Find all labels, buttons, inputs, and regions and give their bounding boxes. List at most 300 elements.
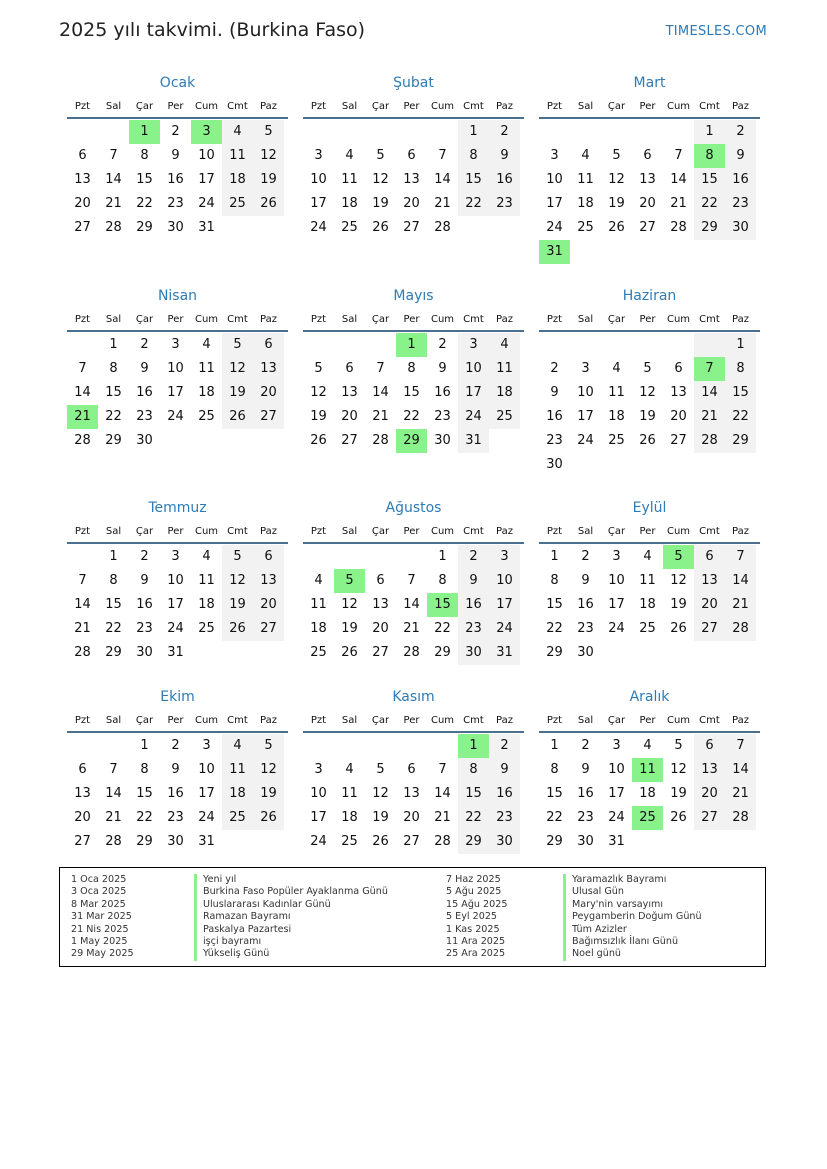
day-cell: 25: [222, 192, 253, 216]
day-cell: 18: [310, 621, 327, 636]
holiday-day-cell: 31: [539, 240, 570, 264]
day-cell: 4: [314, 573, 323, 588]
day-cell: 15: [105, 597, 122, 612]
day-cell: 20: [639, 196, 656, 211]
day-cell: 14: [74, 597, 91, 612]
weekday-label: Cmt: [463, 715, 484, 726]
day-cell: 19: [372, 810, 389, 825]
weekday-label: Pzt: [74, 715, 91, 726]
day-cell: 25: [577, 220, 594, 235]
day-cell: 27: [670, 433, 687, 448]
day-cell: 19: [670, 786, 687, 801]
day-cell: 9: [581, 573, 590, 588]
holiday-day-cell: 1: [396, 333, 427, 357]
day-cell: 25: [341, 834, 358, 849]
day-cell: 3: [550, 148, 559, 163]
day-grid: [67, 119, 288, 240]
weekday-label: Paz: [260, 314, 277, 325]
day-cell: 28: [725, 806, 756, 830]
day-cell: 4: [202, 549, 211, 564]
day-cell: 7: [674, 148, 683, 163]
empty-day-cell: [334, 545, 365, 569]
day-cell: 11: [222, 758, 253, 782]
day-cell: 27: [74, 834, 91, 849]
day-cell: 4: [581, 148, 590, 163]
day-cell: 19: [372, 196, 389, 211]
day-cell: 7: [78, 361, 87, 376]
day-cell: 1: [725, 333, 756, 357]
day-grid: [303, 733, 524, 854]
month-name: Ağustos: [385, 500, 442, 516]
day-cell: 20: [694, 593, 725, 617]
day-cell: 9: [458, 569, 489, 593]
weekday-label: Cum: [666, 101, 691, 112]
holiday-date: 31 Mar 2025: [71, 911, 132, 923]
day-cell: 14: [694, 381, 725, 405]
day-cell: 12: [372, 786, 389, 801]
day-cell: 10: [198, 148, 215, 163]
day-cell: 24: [489, 617, 520, 641]
page-title: 2025 yılı takvimi. (Burkina Faso): [59, 19, 366, 41]
day-cell: 21: [403, 621, 420, 636]
weekday-label: Çar: [607, 526, 626, 537]
day-cell: 18: [198, 597, 215, 612]
empty-day-cell: [694, 333, 725, 357]
weekday-label: Cmt: [699, 314, 720, 325]
day-cell: 10: [577, 385, 594, 400]
day-cell: 24: [546, 220, 563, 235]
month-name: Kasım: [392, 689, 435, 705]
day-cell: 1: [550, 549, 559, 564]
day-cell: 17: [310, 196, 327, 211]
weekday-label: Cmt: [227, 101, 248, 112]
holiday-day-cell: 1: [458, 734, 489, 758]
weekday-label: Paz: [496, 101, 513, 112]
day-cell: 14: [403, 597, 420, 612]
day-cell: 7: [109, 762, 118, 777]
day-cell: 16: [546, 409, 563, 424]
day-cell: 9: [725, 144, 756, 168]
empty-day-cell: [632, 333, 663, 357]
weekday-label: Paz: [260, 101, 277, 112]
holiday-day-cell: 11: [632, 758, 663, 782]
day-cell: 22: [546, 810, 563, 825]
day-cell: 11: [639, 573, 656, 588]
day-cell: 29: [136, 220, 153, 235]
empty-day-cell: [365, 545, 396, 569]
empty-day-cell: [396, 734, 427, 758]
day-cell: 10: [489, 569, 520, 593]
day-cell: 31: [608, 834, 625, 849]
day-cell: 17: [198, 786, 215, 801]
day-cell: 22: [403, 409, 420, 424]
day-cell: 11: [198, 573, 215, 588]
empty-day-cell: [365, 734, 396, 758]
day-cell: 9: [140, 573, 149, 588]
day-cell: 3: [314, 148, 323, 163]
day-cell: 23: [167, 810, 184, 825]
day-cell: 19: [222, 381, 253, 405]
day-cell: 9: [438, 361, 447, 376]
day-cell: 8: [438, 573, 447, 588]
month-name: Haziran: [622, 288, 677, 304]
day-cell: 2: [438, 337, 447, 352]
day-cell: 15: [546, 597, 563, 612]
day-cell: 13: [670, 385, 687, 400]
day-cell: 20: [670, 409, 687, 424]
day-cell: 2: [140, 337, 149, 352]
weekday-label: Pzt: [310, 314, 327, 325]
day-cell: 29: [546, 834, 563, 849]
day-cell: 28: [434, 834, 451, 849]
weekday-label: Çar: [607, 314, 626, 325]
month-1: [67, 71, 288, 240]
day-cell: 5: [253, 120, 284, 144]
day-cell: 23: [458, 617, 489, 641]
day-cell: 31: [198, 834, 215, 849]
weekday-header: [67, 95, 288, 119]
day-cell: 2: [581, 738, 590, 753]
day-cell: 8: [550, 573, 559, 588]
holiday-name: Paskalya Pazartesi: [194, 924, 388, 936]
day-cell: 31: [198, 220, 215, 235]
day-cell: 13: [74, 786, 91, 801]
day-cell: 19: [253, 782, 284, 806]
day-cell: 11: [310, 597, 327, 612]
day-cell: 23: [577, 621, 594, 636]
day-cell: 18: [341, 196, 358, 211]
day-cell: 7: [109, 148, 118, 163]
day-cell: 30: [167, 834, 184, 849]
day-cell: 27: [253, 617, 284, 641]
day-cell: 25: [639, 621, 656, 636]
day-cell: 12: [608, 172, 625, 187]
day-cell: 27: [694, 617, 725, 641]
weekday-label: Sal: [105, 526, 122, 537]
day-cell: 21: [694, 405, 725, 429]
day-cell: 6: [253, 545, 284, 569]
day-cell: 19: [608, 196, 625, 211]
weekday-label: Paz: [496, 715, 513, 726]
weekday-label: Çar: [607, 715, 626, 726]
empty-day-cell: [67, 120, 98, 144]
day-cell: 2: [171, 124, 180, 139]
holiday-day-cell: 25: [632, 806, 663, 830]
day-cell: 5: [222, 333, 253, 357]
day-cell: 23: [546, 433, 563, 448]
day-cell: 20: [403, 196, 420, 211]
day-cell: 16: [167, 172, 184, 187]
month-name: Mart: [633, 75, 666, 91]
weekday-label: Cmt: [227, 314, 248, 325]
weekday-label: Pzt: [74, 314, 91, 325]
day-cell: 29: [725, 429, 756, 453]
day-cell: 3: [612, 738, 621, 753]
weekday-label: Per: [403, 526, 420, 537]
empty-day-cell: [303, 120, 334, 144]
day-cell: 27: [341, 433, 358, 448]
empty-day-cell: [334, 120, 365, 144]
weekday-label: Paz: [260, 715, 277, 726]
day-cell: 6: [674, 361, 683, 376]
day-cell: 8: [725, 357, 756, 381]
day-cell: 23: [136, 621, 153, 636]
day-cell: 15: [136, 786, 153, 801]
day-cell: 31: [489, 641, 520, 665]
holiday-day-cell: 21: [67, 405, 98, 429]
day-cell: 29: [105, 433, 122, 448]
day-grid: [539, 119, 760, 264]
day-cell: 11: [222, 144, 253, 168]
weekday-label: Per: [403, 314, 420, 325]
empty-day-cell: [67, 333, 98, 357]
weekday-label: Pzt: [546, 101, 563, 112]
day-cell: 10: [198, 762, 215, 777]
day-cell: 20: [403, 810, 420, 825]
weekday-header: [539, 709, 760, 733]
day-cell: 31: [458, 429, 489, 453]
day-cell: 3: [458, 333, 489, 357]
weekday-label: Çar: [135, 526, 154, 537]
month-name: Eylül: [632, 500, 667, 516]
day-cell: 12: [670, 762, 687, 777]
day-cell: 9: [550, 385, 559, 400]
holiday-date: 5 Eyl 2025: [446, 911, 498, 923]
weekday-label: Paz: [732, 715, 749, 726]
weekday-label: Cmt: [699, 715, 720, 726]
day-cell: 26: [670, 621, 687, 636]
day-cell: 10: [608, 762, 625, 777]
empty-day-cell: [601, 120, 632, 144]
day-cell: 6: [694, 734, 725, 758]
day-cell: 7: [725, 545, 756, 569]
weekday-label: Paz: [260, 526, 277, 537]
empty-day-cell: [303, 333, 334, 357]
empty-day-cell: [67, 734, 98, 758]
day-cell: 9: [581, 762, 590, 777]
weekday-label: Pzt: [74, 101, 91, 112]
day-cell: 1: [458, 120, 489, 144]
empty-day-cell: [427, 120, 458, 144]
day-cell: 21: [74, 621, 91, 636]
day-cell: 6: [253, 333, 284, 357]
day-cell: 26: [222, 405, 253, 429]
day-cell: 21: [434, 810, 451, 825]
month-7: [67, 496, 288, 665]
day-cell: 22: [694, 192, 725, 216]
day-cell: 30: [434, 433, 451, 448]
day-cell: 26: [310, 433, 327, 448]
holiday-name: işçi bayramı: [194, 936, 388, 948]
day-cell: 13: [253, 357, 284, 381]
day-cell: 9: [140, 361, 149, 376]
weekday-label: Çar: [135, 715, 154, 726]
day-cell: 14: [105, 786, 122, 801]
day-cell: 18: [489, 381, 520, 405]
day-cell: 31: [167, 645, 184, 660]
day-cell: 28: [694, 429, 725, 453]
day-grid: [67, 332, 288, 453]
day-cell: 5: [376, 762, 385, 777]
day-cell: 6: [643, 148, 652, 163]
day-grid: [539, 544, 760, 665]
day-cell: 8: [407, 361, 416, 376]
weekday-header: [67, 709, 288, 733]
holiday-dates-right: [446, 874, 507, 961]
day-cell: 6: [376, 573, 385, 588]
weekday-label: Per: [639, 101, 656, 112]
day-cell: 12: [670, 573, 687, 588]
day-cell: 3: [581, 361, 590, 376]
weekday-label: Sal: [341, 314, 358, 325]
weekday-label: Cum: [430, 314, 455, 325]
month-name: Ekim: [160, 689, 195, 705]
day-cell: 5: [612, 148, 621, 163]
day-cell: 8: [458, 144, 489, 168]
day-cell: 22: [105, 621, 122, 636]
day-cell: 30: [136, 433, 153, 448]
day-cell: 13: [694, 569, 725, 593]
day-cell: 8: [458, 758, 489, 782]
brand-link[interactable]: TIMESLES.COM: [665, 24, 767, 39]
empty-day-cell: [334, 333, 365, 357]
day-cell: 25: [341, 220, 358, 235]
day-cell: 22: [546, 621, 563, 636]
day-cell: 28: [725, 617, 756, 641]
holiday-date: 7 Haz 2025: [446, 874, 501, 885]
weekday-label: Çar: [135, 101, 154, 112]
day-grid: [303, 544, 524, 665]
holiday-name: Yeni yıl: [194, 874, 388, 886]
day-cell: 30: [546, 457, 563, 472]
weekday-label: Çar: [135, 314, 154, 325]
weekday-label: Pzt: [310, 526, 327, 537]
weekday-label: Çar: [607, 101, 626, 112]
weekday-label: Per: [167, 715, 184, 726]
weekday-label: Çar: [371, 101, 390, 112]
day-cell: 17: [608, 597, 625, 612]
day-cell: 22: [136, 196, 153, 211]
day-cell: 25: [310, 645, 327, 660]
holiday-date: 25 Ara 2025: [446, 948, 506, 960]
weekday-label: Cum: [666, 715, 691, 726]
day-cell: 1: [438, 549, 447, 564]
day-cell: 26: [372, 220, 389, 235]
day-grid: [303, 119, 524, 240]
day-cell: 24: [167, 409, 184, 424]
day-cell: 21: [372, 409, 389, 424]
day-cell: 14: [725, 569, 756, 593]
month-5: [303, 284, 524, 453]
weekday-header: [67, 520, 288, 544]
day-cell: 24: [608, 621, 625, 636]
day-cell: 17: [167, 385, 184, 400]
weekday-header: [303, 709, 524, 733]
empty-day-cell: [98, 120, 129, 144]
day-cell: 9: [489, 144, 520, 168]
day-grid: [67, 544, 288, 665]
day-cell: 6: [694, 545, 725, 569]
day-cell: 4: [643, 549, 652, 564]
day-cell: 13: [74, 172, 91, 187]
holiday-name: Bağımsızlık İlanı Günü: [563, 936, 702, 948]
day-cell: 20: [694, 782, 725, 806]
weekday-label: Sal: [105, 101, 122, 112]
day-cell: 17: [546, 196, 563, 211]
day-cell: 25: [198, 409, 215, 424]
holiday-name: Tüm Azizler: [563, 924, 702, 936]
day-cell: 15: [458, 168, 489, 192]
day-cell: 26: [253, 192, 284, 216]
weekday-label: Sal: [341, 715, 358, 726]
day-cell: 29: [434, 645, 451, 660]
weekday-label: Cum: [194, 526, 219, 537]
day-cell: 2: [171, 738, 180, 753]
day-cell: 8: [109, 361, 118, 376]
empty-day-cell: [427, 734, 458, 758]
day-grid: [303, 332, 524, 453]
day-cell: 18: [341, 810, 358, 825]
day-cell: 14: [670, 172, 687, 187]
day-cell: 24: [198, 810, 215, 825]
weekday-label: Paz: [732, 101, 749, 112]
holiday-legend: [59, 867, 766, 967]
empty-day-cell: [663, 120, 694, 144]
day-cell: 20: [74, 196, 91, 211]
day-grid: [67, 733, 288, 854]
empty-day-cell: [570, 120, 601, 144]
day-cell: 23: [434, 409, 451, 424]
holiday-name: Yükseliş Günü: [194, 948, 388, 960]
day-cell: 9: [171, 762, 180, 777]
day-cell: 15: [136, 172, 153, 187]
day-cell: 12: [222, 357, 253, 381]
day-cell: 28: [105, 834, 122, 849]
day-cell: 28: [403, 645, 420, 660]
day-cell: 25: [489, 405, 520, 429]
day-cell: 11: [608, 385, 625, 400]
day-cell: 21: [434, 196, 451, 211]
day-cell: 25: [222, 806, 253, 830]
empty-day-cell: [303, 734, 334, 758]
empty-day-cell: [601, 333, 632, 357]
weekday-header: [67, 308, 288, 332]
month-name: Temmuz: [148, 500, 207, 516]
day-cell: 4: [612, 361, 621, 376]
weekday-label: Per: [639, 314, 656, 325]
day-cell: 6: [78, 148, 87, 163]
day-cell: 18: [577, 196, 594, 211]
day-grid: [539, 733, 760, 854]
weekday-header: [303, 95, 524, 119]
day-cell: 15: [725, 381, 756, 405]
day-cell: 24: [310, 834, 327, 849]
day-cell: 14: [372, 385, 389, 400]
holiday-date: 1 Oca 2025: [71, 874, 127, 885]
day-cell: 2: [458, 545, 489, 569]
weekday-label: Cmt: [699, 101, 720, 112]
day-cell: 20: [341, 409, 358, 424]
day-cell: 24: [167, 621, 184, 636]
day-cell: 7: [438, 762, 447, 777]
day-cell: 5: [253, 734, 284, 758]
day-cell: 19: [310, 409, 327, 424]
weekday-label: Cmt: [227, 526, 248, 537]
holiday-name: Ulusal Gün: [563, 886, 702, 898]
month-8: [303, 496, 524, 665]
day-cell: 16: [458, 593, 489, 617]
day-cell: 13: [403, 786, 420, 801]
